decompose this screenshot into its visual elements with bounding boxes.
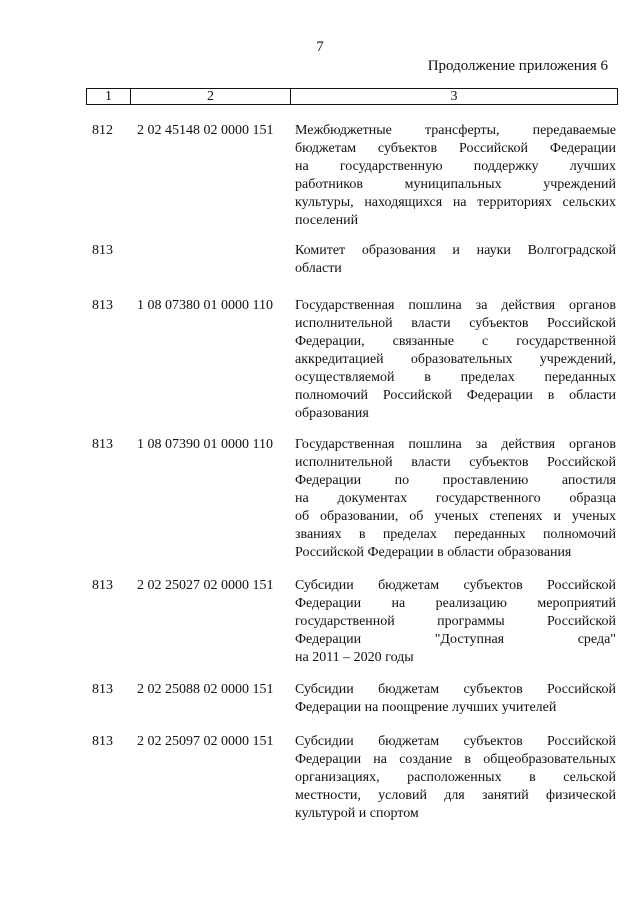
budget-code-cell: 2 02 25027 02 0000 151 [137, 578, 274, 593]
admin-code-cell: 813 [92, 243, 113, 258]
income-name-line: Межбюджетные трансферты, передаваемые [295, 123, 616, 138]
income-name-line: Государственная пошлина за действия органов [295, 437, 616, 452]
page-number: 7 [316, 39, 324, 55]
income-name-line: Федерации по проставлению апостиля [295, 473, 616, 488]
income-name-line: бюджетам субъектов Российской Федерации [295, 141, 616, 156]
income-name-line: об образовании, об ученых степенях и ученых [295, 509, 616, 524]
income-name-cell [295, 436, 616, 562]
income-name-line: культуры, находящихся на территориях сельских [295, 195, 616, 210]
income-name-line: исполнительной власти субъектов Российской [295, 316, 616, 331]
column-header-2: 2 [131, 89, 291, 104]
admin-code-cell: 813 [92, 734, 113, 749]
income-name-cell [295, 577, 616, 667]
income-name-line: званиях в пределах переданных полномочий [295, 527, 616, 542]
income-name-line: местности, условий для занятий физической [295, 788, 616, 803]
admin-code-cell: 813 [92, 437, 113, 452]
income-name-line: Субсидии бюджетам субъектов Российской [295, 682, 616, 697]
income-name-cell [295, 681, 616, 717]
income-name-line: культурой и спортом [295, 806, 419, 821]
income-name-line: образования [295, 406, 369, 421]
income-name-line: осуществляемой в пределах переданных [295, 370, 616, 385]
admin-code-cell: 813 [92, 578, 113, 593]
income-name-line: организациях, расположенных в сельской [295, 770, 616, 785]
income-name-line: на документах государственного образца [295, 491, 616, 506]
budget-code-cell: 2 02 25088 02 0000 151 [137, 682, 274, 697]
income-name-cell [295, 242, 616, 278]
appendix-continuation-label: Продолжение приложения 6 [427, 58, 608, 74]
income-name-line: Комитет образования и науки Волгоградской [295, 243, 616, 258]
income-name-line: исполнительной власти субъектов Российской [295, 455, 616, 470]
income-name-line: Федерации "Доступная среда" [295, 632, 616, 647]
income-name-line: Российской Федерации в области образования [295, 545, 572, 560]
income-name-line: на 2011 – 2020 годы [295, 650, 414, 665]
income-name-line: работников муниципальных учреждений [295, 177, 616, 192]
income-name-line: Федерации на поощрение лучших учителей [295, 700, 557, 715]
income-name-cell [295, 122, 616, 230]
income-name-line: аккредитацией образовательных учреждений, [295, 352, 616, 367]
income-name-cell [295, 733, 616, 823]
income-name-line: Субсидии бюджетам субъектов Российской [295, 578, 616, 593]
income-name-line: государственной программы Российской [295, 614, 616, 629]
admin-code-cell: 813 [92, 682, 113, 697]
income-name-line: поселений [295, 213, 359, 228]
budget-code-cell: 2 02 25097 02 0000 151 [137, 734, 274, 749]
table-header [86, 88, 618, 105]
admin-code-cell: 812 [92, 123, 113, 138]
budget-code-cell: 2 02 45148 02 0000 151 [137, 123, 274, 138]
income-name-cell [295, 297, 616, 423]
budget-code-cell: 1 08 07380 01 0000 110 [137, 298, 273, 313]
income-name-line: на государственную поддержку лучших [295, 159, 616, 174]
income-name-line: Федерации на создание в общеобразовательных [295, 752, 616, 767]
column-header-1: 1 [87, 89, 131, 104]
income-name-line: полномочий Российской Федерации в области [295, 388, 616, 403]
income-name-line: Федерации, связанные с государственной [295, 334, 616, 349]
income-name-line: Государственная пошлина за действия органов [295, 298, 616, 313]
income-name-line: Федерации на реализацию мероприятий [295, 596, 616, 611]
admin-code-cell: 813 [92, 298, 113, 313]
column-header-3: 3 [450, 89, 458, 104]
income-name-line: области [295, 261, 342, 276]
budget-code-cell: 1 08 07390 01 0000 110 [137, 437, 273, 452]
income-name-line: Субсидии бюджетам субъектов Российской [295, 734, 616, 749]
